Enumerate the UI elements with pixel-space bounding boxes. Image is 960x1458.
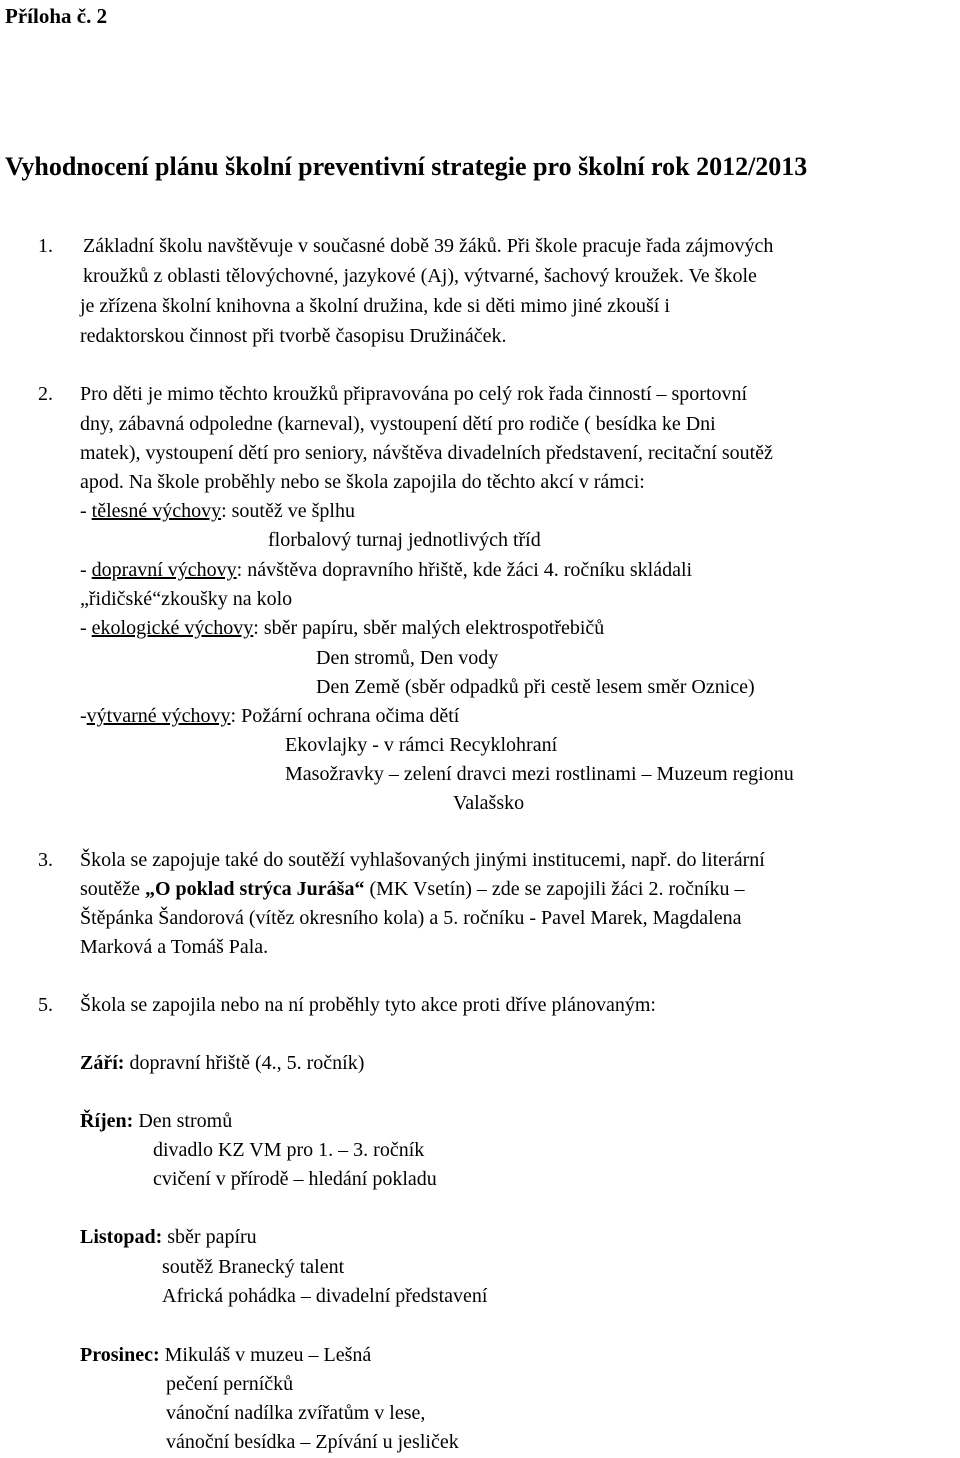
december-item2: pečení perníčků [166, 1373, 294, 1395]
te-prefix: - [80, 559, 92, 581]
december-line [80, 1345, 371, 1365]
section3-line1: Škola se zapojuje také do soutěží vyhlašovaných jinými institucemi, např. do literární [80, 849, 765, 871]
eco-line2: Den stromů, Den vody [316, 647, 499, 669]
eco-line3: Den Země (sběr odpadků při cestě lesem směr Oznice) [316, 676, 755, 698]
section1-line2: kroužků z oblasti tělovýchovné, jazykové (Aj), výtvarné, šachový kroužek. Ve škole [83, 265, 757, 287]
art-line3: Masožravky – zelení dravci mezi rostlinami – Muzeum regionu [285, 763, 794, 785]
october-item1: Den stromů [133, 1110, 233, 1132]
item-number-5: 5. [38, 994, 53, 1016]
art-label: výtvarné výchovy [86, 705, 231, 727]
october-line [80, 1111, 232, 1131]
section2-line4: apod. Na škole proběhly nebo se škola zapojila do těchto akcí v rámci: [80, 471, 645, 493]
october-item3: cvičení v přírodě – hledání pokladu [153, 1168, 437, 1190]
section3-line2 [80, 879, 745, 899]
art-text: : Požární ochrana očima dětí [230, 705, 460, 727]
november-item3: Africká pohádka – divadelní představení [162, 1285, 488, 1307]
document-title: Vyhodnocení plánu školní preventivní strategie pro školní rok 2012/2013 [5, 152, 808, 181]
section3-line4: Marková a Tomáš Pala. [80, 936, 269, 958]
te-label: dopravní výchovy [91, 559, 237, 581]
october-label: Říjen: [80, 1110, 134, 1132]
section2-line2: dny, zábavná odpoledne (karneval), vystoupení dětí pro rodiče ( besídka ke Dni [80, 413, 716, 435]
december-item3: vánoční nadílka zvířatům v lese, [166, 1402, 426, 1424]
contest-prefix: soutěže [80, 878, 145, 900]
eco-label: ekologické výchovy [91, 617, 254, 639]
traffic-education-line [80, 560, 692, 580]
art-line2: Ekovlajky - v rámci Recyklohraní [285, 734, 558, 756]
pe-text: : soutěž ve šplhu [221, 500, 355, 522]
november-item1: sběr papíru [162, 1226, 257, 1248]
section2-line1: Pro děti je mimo těchto kroužků připravována po celý rok řada činností – sportovní [80, 383, 748, 405]
december-label: Prosinec: [80, 1344, 160, 1366]
december-item4: vánoční besídka – Zpívání u jesliček [166, 1431, 459, 1453]
item-number-1: 1. [38, 235, 53, 257]
eco-education-line [80, 618, 604, 638]
te-text: : návštěva dopravního hřiště, kde žáci 4. ročníku skládali [236, 559, 693, 581]
pe-line2: florbalový turnaj jednotlivých tříd [268, 529, 541, 551]
october-item2: divadlo KZ VM pro 1. – 3. ročník [153, 1139, 425, 1161]
pe-prefix: - [80, 500, 92, 522]
section5-line1: Škola se zapojila nebo na ní proběhly tyto akce proti dříve plánovaným: [80, 994, 656, 1016]
september-item1: dopravní hřiště (4., 5. ročník) [124, 1052, 365, 1074]
appendix-label: Příloha č. 2 [5, 4, 108, 28]
section1-line3: je zřízena školní knihovna a školní družina, kde si děti mimo jiné zkouší i [80, 295, 670, 317]
art-prefix: - [80, 705, 87, 727]
section2-line3: matek), vystoupení dětí pro seniory, návštěva divadelních představení, recitační soutěž [80, 442, 773, 464]
november-line [80, 1227, 257, 1247]
september-label: Září: [80, 1052, 125, 1074]
physical-education-line [80, 501, 355, 521]
item-number-2: 2. [38, 383, 53, 405]
eco-text: : sběr papíru, sběr malých elektrospotřebičů [253, 617, 605, 639]
te-line2: „řidičské“zkoušky na kolo [80, 588, 293, 610]
art-education-line [80, 706, 459, 726]
item-number-3: 3. [38, 849, 53, 871]
section1-line4: redaktorskou činnost při tvorbě časopisu Družináček. [80, 325, 507, 347]
december-item1: Mikuláš v muzeu – Lešná [159, 1344, 372, 1366]
november-item2: soutěž Branecký talent [162, 1256, 345, 1278]
september-line [80, 1053, 364, 1073]
contest-details: (MK Vsetín) – zde se zapojili žáci 2. ročníku – [364, 878, 745, 900]
section1-line1: Základní školu navštěvuje v současné době 39 žáků. Při škole pracuje řada zájmových [83, 235, 774, 257]
contest-name: „O poklad strýca Jurášа“ [144, 878, 365, 900]
november-label: Listopad: [80, 1226, 163, 1248]
section3-line3: Štěpánka Šandorová (vítěz okresního kola) a 5. ročníku - Pavel Marek, Magdalena [80, 907, 742, 929]
art-line4: Valašsko [453, 792, 525, 814]
eco-prefix: - [80, 617, 92, 639]
pe-label: tělesné výchovy [91, 500, 222, 522]
